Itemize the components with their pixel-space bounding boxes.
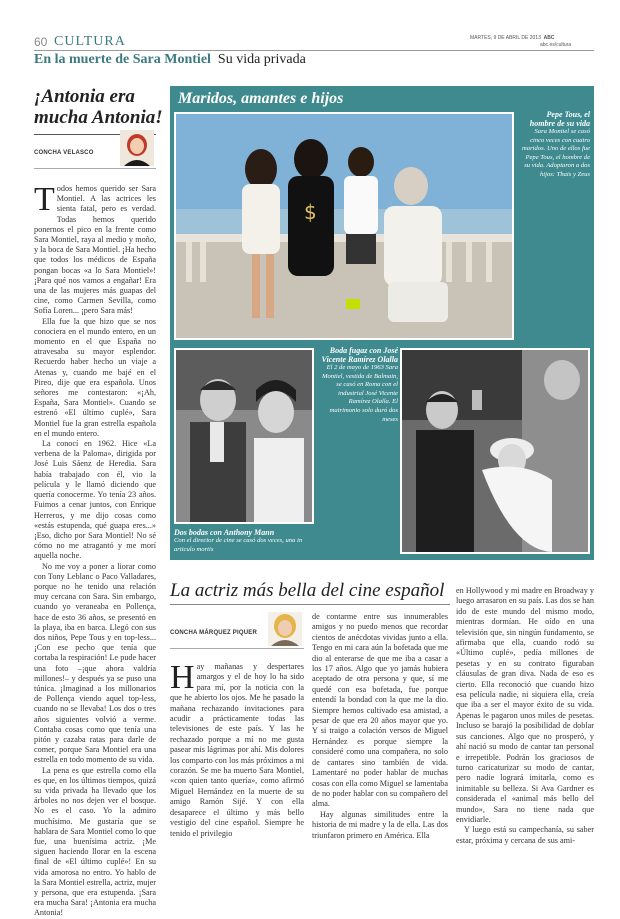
caption-2 bbox=[318, 346, 398, 424]
header-rule bbox=[34, 50, 594, 51]
page-headline: En la muerte de Sara Montiel Su vida privada bbox=[34, 52, 306, 67]
opinion-title: ¡Antonia era mucha Antonia! bbox=[34, 86, 163, 128]
brand-name: ABC bbox=[543, 35, 555, 41]
article-column-2 bbox=[312, 612, 448, 840]
section-name: CULTURA bbox=[54, 34, 126, 49]
article-paragraph: Hay algunas similitudes entre la historia de mi madre y la de ella. Las dos triunfaron primero en América. Ella bbox=[312, 809, 448, 840]
opinion-body bbox=[34, 181, 156, 918]
caption-3 bbox=[174, 528, 314, 554]
article-title: La actriz más bella del cine español bbox=[170, 580, 445, 601]
opinion-paragraph: No me voy a poner a liorar como con Tony Leblanc o Paco Valladares, porque no he tenido una relación muy cercana con Sara. Sin embargo, cuando yo veraneaba en Pollença, hace de esto 36 años, se presentó en la playa, iba en barca. Llegó con sus dos niños, Pepe Tous y en top-less... ¡Con ese pecho que tenía que cortaba la respiración! Le pude hacer una foto –¡que ahora valdría millones!– y después ya se puso una túnica. ¡Imaginad a los millonarios de Pollença viendo aquel top-less, cuando no se llevaba! Los dos o tres años siguientes volvió a verme. Contaba cosas como que tenía una pitón y cazaba ratas para darle de comer, porque Sara Montiel era una estrella en todo momento de su vida. bbox=[34, 561, 156, 765]
svg-text:$: $ bbox=[304, 200, 317, 224]
opinion-paragraph: La conocí en 1962. Hice «La verbena de la Paloma», dirigida por José Luis Sáenz de Heredia. Sara había trabajado con él, vio la película y le llamó diciendo que quería conocerme. Yo tenía 23 años. Fuimos a cenar juntos, con Enrique Herreros, y me dijo cosas como «estás estupenda, qué guapa eres...» ¡Eso, dicho por Sara Montiel! No sé cómo no me atragantó y me morí aquella noche. bbox=[34, 439, 156, 561]
issue-date: MARTES, 9 DE ABRIL DE 2013 ABC bbox=[470, 35, 555, 41]
opinion-paragraph: La pena es que estrella como ella es que, en los últimos tiempos, quizá su vida privada ha llevado que los árboles no nos dejen ver el bosque. No es el caso. Yo la admiro muchísimo. Me gustaría que se hablara de Sara Montiel como lo que fue, una buenísima actriz. ¡Me siguen haciendo llorar en la escena final de «El último cuplé»! En su vida amorosa no entro. Yo hablo de la Sara Montiel estrella, actriz, mujer y persona, que era estupenda. ¡Sara era mucha Sara! ¡Antonia era mucha Antonia! bbox=[34, 765, 156, 918]
caption-3-title: Dos bodas con Anthony Mann bbox=[174, 528, 275, 537]
page-number: 60 bbox=[34, 35, 48, 49]
article-text: ay mañanas y despertares amargos y el de hoy lo ha sido para mí, por la noticia con la que he abierto los ojos. Me he pasado la mañana rechazando invitaciones para acudir a prácticamente todas las televisiones de este país. Y las he rechazado porque a mí no me gusta pasear mis lágrimas por ahí. Mis dolores los comparto con los más próximos a mi corazón. Se me ha muerto Sara Montiel, «con quien tanto quería», como afirmó Miguel Hernández en la muerte de su amigo Ramón Sijé. Y con ella desaparece el último y más bello vestigio del cine español. Siempre he tenido el privilegio bbox=[170, 662, 304, 838]
caption-2-text: El 2 de mayo de 1963 Sara Montiel, vestida de Balmain, se casó en Roma con el industrial José Vicente Ramírez Olalla. El matrimonio solo duró dos meses bbox=[322, 364, 398, 423]
article-dropcap: H bbox=[170, 659, 195, 696]
feature-title: Maridos, amantes e hijos bbox=[178, 90, 344, 107]
author-portrait-icon bbox=[268, 612, 302, 646]
caption-1-text: Sara Montiel se casó cinco veces con cuatro maridos. Uno de ellos fue Pepe Tous, el hombre de su vida. Adoptaron a dos hijos: Thais y Zeus bbox=[522, 128, 590, 178]
site-link[interactable]: abc.es/cultura bbox=[540, 42, 572, 48]
opinion-paragraph: odos hemos querido ser Sara Montiel. A las actrices les sienta fatal, pero es verdad. Todas hemos querido ponernos el pico en la frente como Sara Montiel, raya al medio y moño, y la boca de Sara Montiel. ¡Ha hecho que todos los médicos de España pongan bocas «a lo Sara Montiel»! ¡Para qué nos vamos a engañar! Era una de las mujeres más guapas del cine, como Carmen Sevilla, como Sofía Loren... ¡pero Sara más! bbox=[34, 184, 156, 316]
article-author-avatar bbox=[268, 612, 302, 646]
opinion-dropcap: T bbox=[34, 181, 55, 218]
wedding-photo bbox=[400, 348, 590, 554]
article-column-1 bbox=[170, 659, 304, 838]
article-author: CONCHA MÁRQUEZ PIQUER bbox=[170, 630, 257, 636]
article-author-rule bbox=[170, 648, 304, 649]
article-rule bbox=[170, 604, 450, 605]
family-photo bbox=[174, 112, 514, 340]
article-paragraph: en Hollywood y mi madre en Broadway y luego arrasaron en su país. Las dos se han ido de este mundo del mismo modo, mientras dormían. He oído en una televisión que, sin ningún fundamento, se afirmaba que ella, cuando rodó su «Último cuplé», pedía millones de pesetas y en su contrato figuraban cláusulas de gran diva. Nada de eso es cierto. Ella reconoció que cuando hizo esa película nadie, ni siquiera ella, creía que iba a ser el mayor éxito de su vida. Apenas le pagaron unos miles de pesetas. Incluso se barajó la posibilidad de doblar sus canciones. Algo que no prosperó, y ahí nació su modo de cantar tan personal e irrepetible. Podrán los graciosos de turno caricaturizar su modo de cantar, pero nadie logrará imitarla, como es inimitable su belleza. Si Ava Gardner es considerada el «animal más bello del mundo», Sara no tiene nada que envidiarle. bbox=[456, 586, 594, 824]
caption-1-title: Pepe Tous, el hombre de su vida bbox=[529, 110, 590, 128]
author-avatar bbox=[120, 130, 154, 166]
opinion-paragraph: Ella fue la que hizo que se nos conociera en el mundo entero, en un momento en el que España no atravesaba su mayor esplendor. Recuerdo haber hecho un viaje a Atenas y, cuando me bajé en el Pireo, dije que era española. Unos señores me contestaron: «¡Ah, España, Sara Montiel». Cuando se estrenó «El último cuplé», Sara Montiel fue la gran estrella española en el mundo entero. bbox=[34, 316, 156, 438]
caption-1 bbox=[520, 110, 590, 180]
article-paragraph: de contarme entre sus innumerables amigos y no puedo menos que recordar cientos de anécdotas vividas junto a ella. Tengo en mi cara aún la bofetada que me dio al enterarse de que me iba a casar a los 17 años. Algo que yo jamás hubiera aceptado de otra persona y que, sí me quedé con esa bofetada, fue porque entendí la bondad con la que me la dio. Siempre hemos cultivado esa amistad, a pesar de que era 20 años mayor que yo. Y si traigo a colación versos de Miguel Hernández es porque siempre la consideré como una compañera, no solo de cantares sino también de vida. Lamentaré no poder hablar de muchas cosas con ella como Miguel se lamentaba de no poder hablar con su compañero del alma. bbox=[312, 612, 448, 809]
anthony-mann-photo bbox=[174, 348, 314, 524]
caption-2-title: Boda fugaz con José Vicente Ramírez Olalla bbox=[321, 346, 398, 364]
article-paragraph: Y luego está su campechanía, su saber estar, próxima y cercana de sus ami- bbox=[456, 825, 594, 845]
opinion-author: CONCHA VELASCO bbox=[34, 150, 94, 156]
opinion-rule-2 bbox=[34, 168, 156, 169]
article-column-3 bbox=[456, 586, 594, 845]
author-portrait-icon bbox=[120, 130, 154, 166]
caption-3-text: Con el director de cine se casó dos veces, una in articulo mortis bbox=[174, 537, 303, 553]
